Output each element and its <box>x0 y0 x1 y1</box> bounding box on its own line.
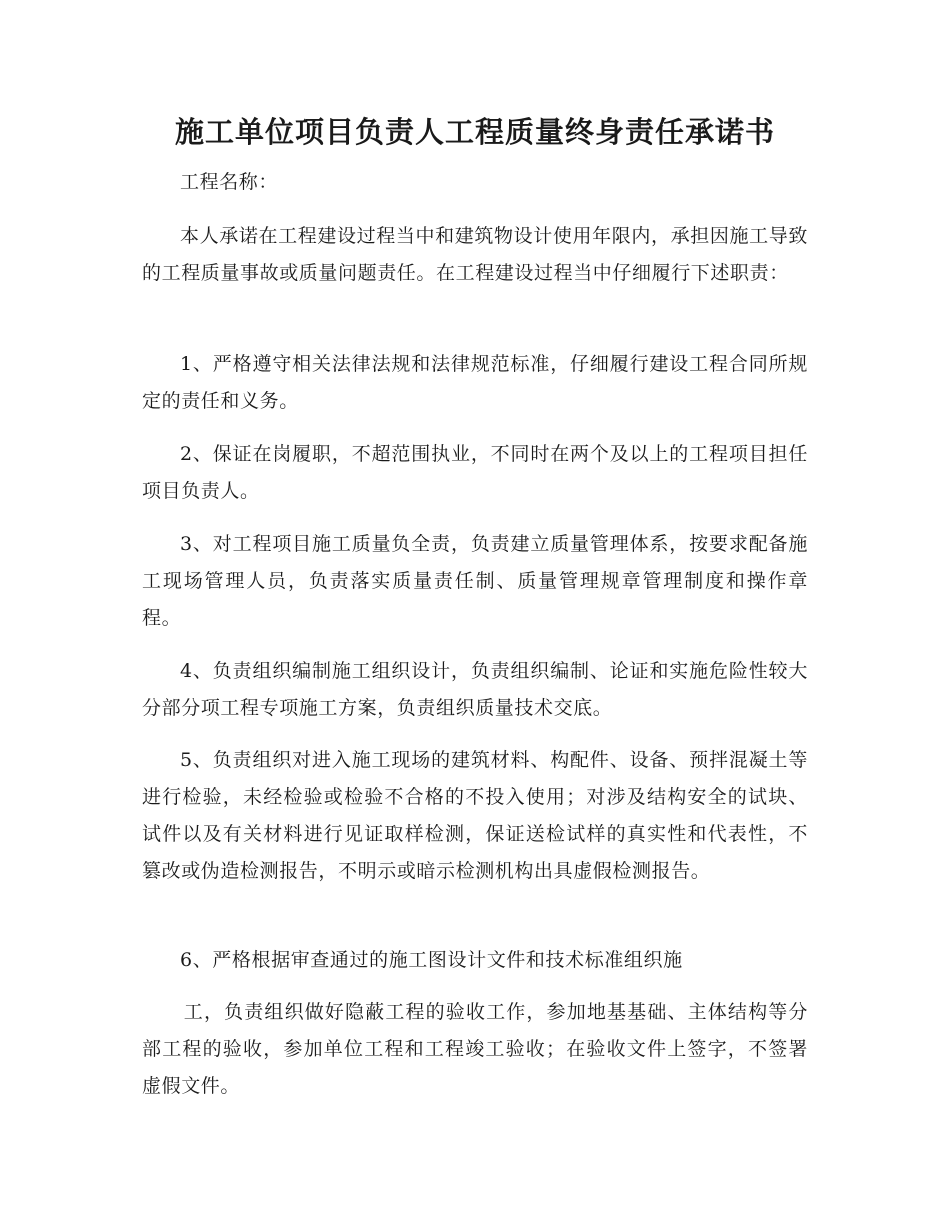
duty-item-5: 5、负责组织对进入施工现场的建筑材料、构配件、设备、预拌混凝土等进行检验，未经检验或检验不合格的不投入使用；对涉及结构安全的试块、试件以及有关材料进行见证取样检测，保证送检试样的真实性和代表性，不篡改或伪造检测报告，不明示或暗示检测机构出具虚假检测报告。 <box>142 749 808 882</box>
duty-item-1: 1、严格遵守相关法律法规和法律规范标准，仔细履行建设工程合同所规定的责任和义务。 <box>142 353 808 412</box>
duty-item-6-continued: 工，负责组织做好隐蔽工程的验收工作，参加地基基础、主体结构等分部工程的验收，参加单位工程和工程竣工验收；在验收文件上签字，不签署虚假文件。 <box>142 1001 808 1097</box>
intro-paragraph: 本人承诺在工程建设过程当中和建筑物设计使用年限内，承担因施工导致的工程质量事故或质量问题责任。在工程建设过程当中仔细履行下述职责： <box>142 225 808 284</box>
project-name-label: 工程名称： <box>180 171 279 193</box>
duty-item-3: 3、对工程项目施工质量负全责，负责建立质量管理体系，按要求配备施工现场管理人员，负责落实质量责任制、质量管理规章管理制度和操作章程。 <box>142 533 808 629</box>
duty-item-2: 2、保证在岗履职，不超范围执业，不同时在两个及以上的工程项目担任项目负责人。 <box>142 443 808 502</box>
document-title: 施工单位项目负责人工程质量终身责任承诺书 <box>174 115 775 149</box>
duty-item-4: 4、负责组织编制施工组织设计，负责组织编制、论证和实施危险性较大分部分项工程专项施工方案，负责组织质量技术交底。 <box>142 660 808 719</box>
duty-item-6: 6、严格根据审查通过的施工图设计文件和技术标准组织施 <box>180 949 683 971</box>
